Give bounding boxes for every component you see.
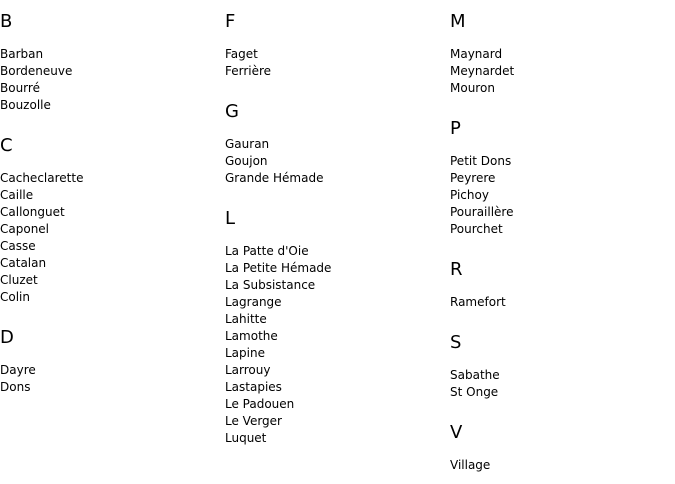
place-link[interactable]: Casse [0,239,36,253]
group-f [225,11,450,80]
place-link[interactable]: Caille [0,188,34,202]
group-r [450,259,675,311]
place-link[interactable]: Barban [0,47,44,61]
place-link[interactable]: La Subsistance [225,278,316,292]
place-link[interactable]: Sabathe [450,368,500,382]
place-list [450,46,675,97]
place-link[interactable]: Meynardet [450,64,515,78]
place-link[interactable]: Dons [0,380,31,394]
place-link[interactable]: Dayre [0,363,36,377]
place-link[interactable]: Lagrange [225,295,282,309]
place-link[interactable]: Ferrière [225,64,272,78]
place-link[interactable]: Mouron [450,81,495,95]
place-list [0,170,225,306]
group-l [225,208,450,447]
place-link[interactable]: Maynard [450,47,503,61]
place-link[interactable]: Lapine [225,346,265,360]
place-list [225,243,450,447]
place-link[interactable]: Pouraillère [450,205,514,219]
place-list [225,136,450,187]
group-letter: D [0,327,14,348]
place-list [450,457,675,474]
place-link[interactable]: Callonguet [0,205,65,219]
group-c [0,135,225,306]
place-link[interactable]: Grande Hémade [225,171,324,185]
group-letter: R [450,259,463,280]
group-letter: P [450,118,461,139]
place-link[interactable]: Peyrere [450,171,496,185]
group-s [450,332,675,401]
place-link[interactable]: Catalan [0,256,47,270]
group-letter: F [225,11,236,32]
place-link[interactable]: La Petite Hémade [225,261,332,275]
place-link[interactable]: Le Verger [225,414,282,428]
place-link[interactable]: Pichoy [450,188,489,202]
column-1 [0,0,225,396]
group-letter: G [225,101,239,122]
group-p [450,118,675,238]
place-link[interactable]: Goujon [225,154,268,168]
place-link[interactable]: Ramefort [450,295,506,309]
place-list [225,46,450,80]
place-link[interactable]: Caponel [0,222,50,236]
group-d [0,327,225,396]
group-letter: B [0,11,13,32]
place-link[interactable]: Village [450,458,491,472]
place-link[interactable]: Bourré [0,81,40,95]
place-link[interactable]: Lastapies [225,380,282,394]
place-link[interactable]: Bouzolle [0,98,51,112]
place-link[interactable]: Petit Dons [450,154,512,168]
place-link[interactable]: Cacheclarette [0,171,84,185]
place-list [450,367,675,401]
place-link[interactable]: La Patte d'Oie [225,244,309,258]
group-g [225,101,450,187]
group-letter: L [225,208,236,229]
column-2 [225,0,450,447]
place-link[interactable]: Lamothe [225,329,278,343]
place-list [450,153,675,238]
place-link[interactable]: Le Padouen [225,397,295,411]
place-link[interactable]: St Onge [450,385,499,399]
group-v [450,422,675,474]
group-b [0,11,225,114]
group-letter: M [450,11,466,32]
group-m [450,11,675,97]
place-link[interactable]: Bordeneuve [0,64,73,78]
place-link[interactable]: Lahitte [225,312,267,326]
place-link[interactable]: Pourchet [450,222,503,236]
place-link[interactable]: Gauran [225,137,270,151]
place-link[interactable]: Cluzet [0,273,38,287]
place-link[interactable]: Colin [0,290,30,304]
place-link[interactable]: Faget [225,47,258,61]
place-list [0,362,225,396]
place-list [450,294,675,311]
place-link[interactable]: Luquet [225,431,267,445]
column-3 [450,0,675,474]
group-letter: S [450,332,462,353]
group-letter: C [0,135,13,156]
place-list [0,46,225,114]
group-letter: V [450,422,463,443]
place-link[interactable]: Larrouy [225,363,271,377]
